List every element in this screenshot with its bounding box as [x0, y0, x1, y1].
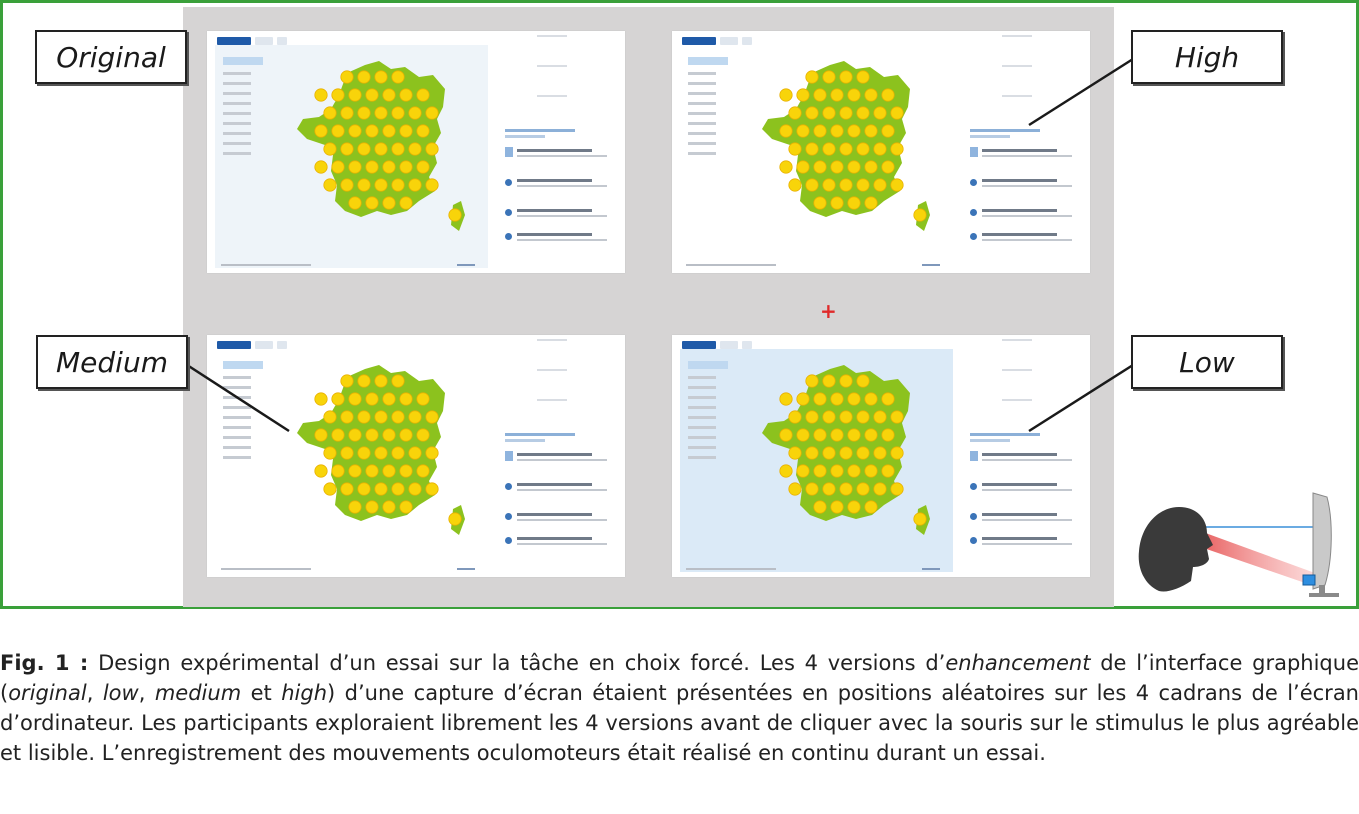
caption-emphasis: enhancement [945, 651, 1091, 675]
caption-emphasis: original [8, 681, 87, 705]
tracker-sensor-icon [1303, 575, 1315, 585]
label-low: Low [1131, 335, 1283, 389]
label-medium: Medium [36, 335, 188, 389]
leader-line-high [1029, 59, 1133, 125]
leader-line-low [1029, 365, 1133, 431]
label-original: Original [35, 30, 187, 84]
caption-lead: Fig. 1 : [0, 651, 89, 675]
label-high: High [1131, 30, 1283, 84]
caption-text: de l’interface graphique ( [0, 651, 1359, 705]
caption-text: ) d’une capture d’écran étaient présentées en positions aléatoires sur les 4 cadrans de l’écran d’ordinateur. Les participants exploraient librement les 4 versions avant de cliquer avec la souris sur le stimulus le plus agréable et lisible. L’enregistrement des mouvements oculomoteurs était réalisé en continu durant un essai. [0, 681, 1359, 765]
caption-emphasis: low [102, 681, 139, 705]
caption-text: Design expérimental d’un essai sur la tâche en choix forcé. Les 4 versions d’ [88, 651, 946, 675]
monitor-neck [1319, 585, 1325, 595]
caption-emphasis: medium [154, 681, 242, 705]
head-silhouette-icon [1139, 507, 1213, 592]
eye-tracker-illustration [1127, 489, 1357, 607]
caption-emphasis: high [281, 681, 328, 705]
fixation-cross: + [820, 299, 837, 323]
caption-text: , [86, 681, 103, 705]
leader-line-medium [184, 363, 289, 431]
caption-text: et [241, 681, 282, 705]
figure-caption [0, 648, 1359, 768]
caption-text: , [138, 681, 155, 705]
monitor-icon [1313, 493, 1331, 589]
